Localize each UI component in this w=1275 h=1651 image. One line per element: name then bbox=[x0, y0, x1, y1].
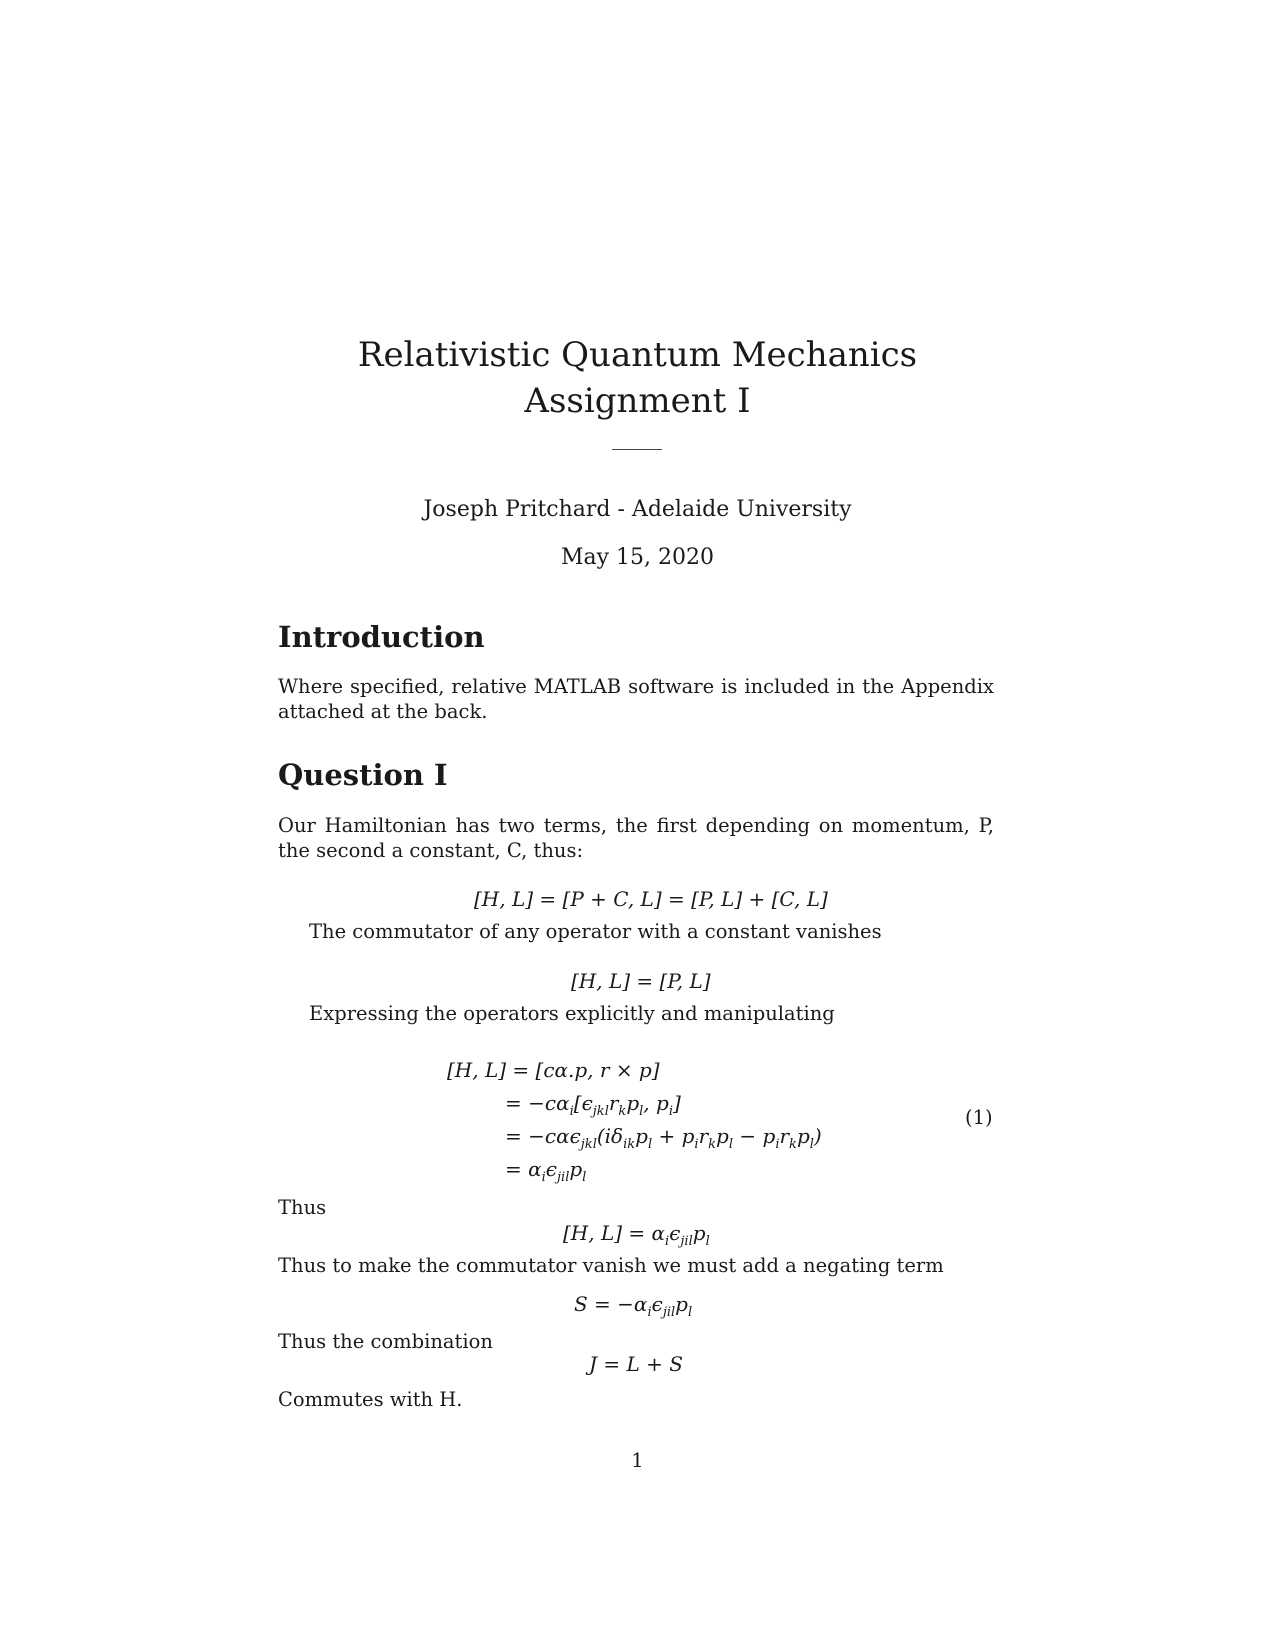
constant-commutator-text: The commutator of any operator with a constant vanishes bbox=[309, 920, 882, 943]
date-line: May 15, 2020 bbox=[560, 545, 715, 570]
thus-text: Thus bbox=[278, 1196, 327, 1219]
aligned-eq-row-4: = $\alpha_i\epsilon_{jil}p_l$ bbox=[505, 1157, 587, 1185]
manipulating-text: Expressing the operators explicitly and manipulating bbox=[309, 1002, 835, 1025]
commutes-text: Commutes with H. bbox=[278, 1388, 463, 1411]
doc-title-line2: Assignment I bbox=[524, 381, 751, 421]
author-line: Joseph Pritchard - Adelaide University bbox=[423, 497, 852, 522]
equation-commutator-expansion: [H, L] = [P + C, L] = [P, L] + [C, L] bbox=[474, 887, 828, 911]
section-heading-introduction: Introduction bbox=[278, 620, 485, 654]
equation-spin-term: $S = -\alpha_i\epsilon_{jil}p_l$ bbox=[574, 1292, 693, 1320]
page-number: 1 bbox=[631, 1449, 644, 1472]
equation-total-angular-momentum: J = L + S bbox=[589, 1352, 683, 1376]
intro-paragraph: Where specified, relative MATLAB software is included in the Appendix attached at the back. bbox=[278, 675, 994, 723]
equation-commutator-result: [H, $L] = \alpha_i\epsilon_{jil}p_l$ bbox=[563, 1221, 710, 1249]
negating-term-text: Thus to make the commutator vanish we must add a negating term bbox=[278, 1254, 944, 1277]
section-heading-question-1: Question I bbox=[278, 758, 448, 792]
doc-title-line1: Relativistic Quantum Mechanics bbox=[357, 335, 918, 375]
equation-commutator-reduced: [H, L] = [P, L] bbox=[571, 969, 711, 993]
aligned-eq-row-1: [H, L] = [cα.p, r × p] bbox=[447, 1058, 660, 1082]
equation-number: (1) bbox=[965, 1106, 993, 1129]
title-rule bbox=[612, 449, 662, 450]
aligned-eq-row-3: = $-c\alpha\epsilon_{jkl}(i\delta_{ik}p_l + p_ir_kp_l - p_ir_kp_l)$ bbox=[505, 1124, 822, 1152]
aligned-eq-row-2: = $-c\alpha_i[\epsilon_{jkl}r_kp_l$, $p_i$] bbox=[505, 1091, 681, 1119]
q1-paragraph: Our Hamiltonian has two terms, the first depending on momentum, P, the second a constant, C, thus: bbox=[278, 814, 994, 862]
combination-text: Thus the combination bbox=[278, 1330, 493, 1353]
